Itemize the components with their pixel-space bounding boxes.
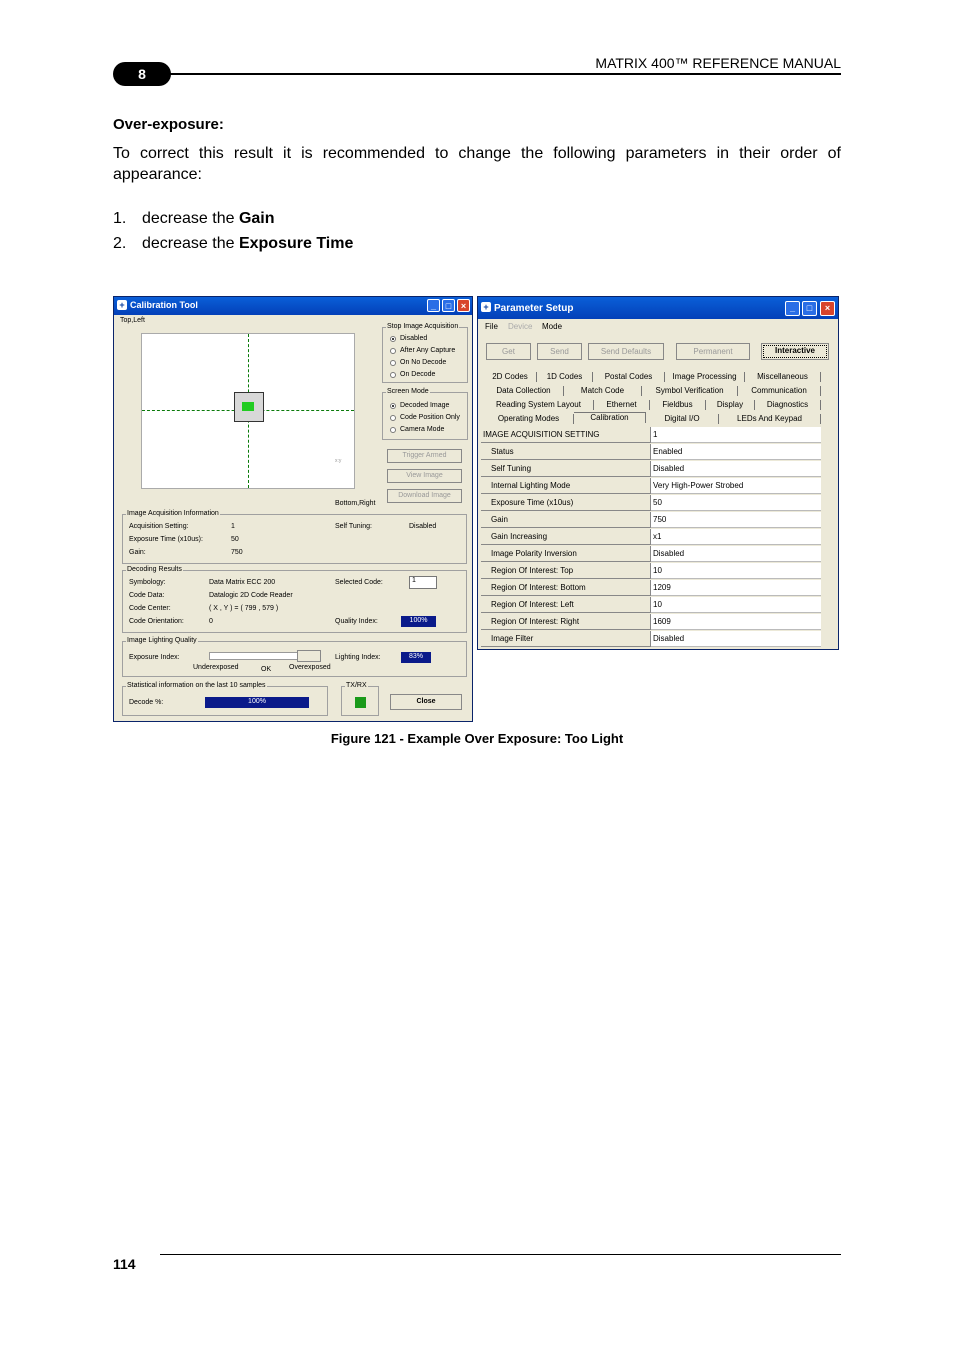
- step-param: Gain: [238, 210, 275, 227]
- table-row[interactable]: [481, 580, 821, 596]
- close-button[interactable]: Close: [390, 694, 462, 710]
- table-row[interactable]: [481, 461, 821, 477]
- lighting-index-label: Lighting Index:: [335, 654, 381, 661]
- tab-1d-codes[interactable]: 1D Codes: [537, 372, 593, 382]
- param-name: Internal Lighting Mode: [481, 478, 651, 494]
- param-value[interactable]: 1209: [651, 580, 821, 596]
- selected-code-spinner[interactable]: [409, 576, 437, 589]
- option-label: Code Position Only: [400, 414, 460, 421]
- self-tuning-label: Self Tuning:: [335, 523, 372, 530]
- send-defaults-button[interactable]: Send Defaults: [588, 343, 664, 360]
- parameter-setup-window: [477, 296, 839, 650]
- tab-fieldbus[interactable]: Fieldbus: [650, 400, 706, 410]
- menu-file[interactable]: File: [485, 322, 498, 331]
- self-tuning-value: Disabled: [409, 523, 437, 530]
- exposure-value: 50: [231, 536, 239, 543]
- overexposed-label: Overexposed: [289, 664, 331, 671]
- close-icon[interactable]: ×: [820, 301, 835, 316]
- stop-acquisition-group: [382, 323, 468, 383]
- option-label: Camera Mode: [400, 426, 445, 433]
- parameter-titlebar: [478, 297, 838, 319]
- exposure-index-thumb[interactable]: [297, 650, 321, 662]
- tab-data-collection[interactable]: Data Collection: [484, 386, 564, 396]
- code-data-label: Code Data:: [129, 592, 165, 599]
- exposure-label: Exposure Time (x10us):: [129, 536, 203, 543]
- top-left-label: Top,Left: [120, 317, 145, 324]
- radio-disabled[interactable]: [390, 336, 396, 342]
- param-name: Region Of Interest: Left: [481, 597, 651, 613]
- code-center-value: ( X , Y ) = ( 799 , 579 ): [209, 605, 279, 612]
- ok-label: OK: [261, 666, 272, 673]
- param-value[interactable]: Disabled: [651, 546, 821, 562]
- tab-leds-keypad[interactable]: LEDs And Keypad: [719, 414, 821, 424]
- tab-communication[interactable]: Communication: [738, 386, 821, 396]
- symbology-value: Data Matrix ECC 200: [209, 579, 276, 586]
- tab-reading-system-layout[interactable]: Reading System Layout: [484, 400, 594, 410]
- calibration-tool-window: [113, 296, 473, 722]
- intro-paragraph: To correct this result it is recommended to change the following parameters in their order of appearance:: [113, 145, 841, 183]
- param-value[interactable]: 1609: [651, 614, 821, 630]
- app-icon: +: [117, 300, 127, 310]
- param-value[interactable]: 10: [651, 597, 821, 613]
- parameter-grid: [478, 427, 838, 647]
- tab-miscellaneous[interactable]: Miscellaneous: [745, 372, 821, 382]
- page-number: 114: [113, 1256, 136, 1272]
- table-row[interactable]: [481, 529, 821, 545]
- param-name: Exposure Time (x10us): [481, 495, 651, 511]
- option-label: Decoded Image: [400, 402, 450, 409]
- code-highlight: [242, 402, 254, 411]
- maximize-icon[interactable]: □: [802, 301, 817, 316]
- tab-image-processing[interactable]: Image Processing: [665, 372, 745, 382]
- group-label: Image Lighting Quality: [127, 637, 197, 644]
- radio-camera-mode[interactable]: [390, 427, 396, 433]
- footer-rule: [160, 1254, 841, 1255]
- param-name: Region Of Interest: Right: [481, 614, 651, 630]
- table-row[interactable]: [481, 427, 821, 443]
- tab-postal-codes[interactable]: Postal Codes: [593, 372, 665, 382]
- menu-mode[interactable]: Mode: [542, 322, 563, 331]
- tab-2d-codes[interactable]: 2D Codes: [484, 372, 537, 382]
- code-marker: [234, 392, 264, 422]
- table-row[interactable]: [481, 478, 821, 494]
- tab-diagnostics[interactable]: Diagnostics: [755, 400, 821, 410]
- screen-mode-group: [382, 388, 468, 440]
- get-button[interactable]: Get: [486, 343, 531, 360]
- tab-operating-modes[interactable]: Operating Modes: [484, 414, 574, 424]
- param-name: Image Polarity Inversion: [481, 546, 651, 562]
- table-row[interactable]: [481, 631, 821, 647]
- tab-digital-io[interactable]: Digital I/O: [646, 414, 719, 424]
- table-row[interactable]: [481, 614, 821, 630]
- step-param: Exposure Time: [238, 235, 354, 252]
- acq-setting-value: 1: [231, 523, 235, 530]
- code-orientation-label: Code Orientation:: [129, 618, 184, 625]
- app-icon: +: [481, 302, 491, 312]
- gain-label: Gain:: [129, 549, 146, 556]
- param-value[interactable]: 750: [651, 512, 821, 528]
- param-name: Image Filter: [481, 631, 651, 647]
- minimize-icon[interactable]: _: [427, 299, 440, 312]
- image-view[interactable]: [141, 333, 355, 489]
- close-icon[interactable]: ×: [457, 299, 470, 312]
- table-row[interactable]: [481, 512, 821, 528]
- param-value[interactable]: Very High-Power Strobed: [651, 478, 821, 494]
- lighting-index-bar: 83%: [401, 652, 431, 663]
- minimize-icon[interactable]: _: [785, 301, 800, 316]
- scale-mark: x:y: [335, 458, 342, 464]
- option-label: On Decode: [400, 371, 436, 378]
- param-value[interactable]: 1: [651, 427, 821, 443]
- group-label: Image Acquisition Information: [127, 510, 219, 517]
- interactive-button[interactable]: Interactive: [761, 343, 829, 360]
- radio-no-decode[interactable]: [390, 360, 396, 366]
- param-value[interactable]: 10: [651, 563, 821, 579]
- param-name: IMAGE ACQUISITION SETTING: [481, 427, 651, 443]
- option-label: On No Decode: [400, 359, 447, 366]
- group-label: TX/RX: [346, 682, 367, 689]
- tab-display[interactable]: Display: [706, 400, 755, 410]
- decode-percent-label: Decode %:: [129, 699, 164, 706]
- tab-match-code[interactable]: Match Code: [564, 386, 642, 396]
- group-label: Statistical information on the last 10 samples: [127, 682, 266, 689]
- lighting-quality-group: [122, 637, 467, 677]
- code-data-value: Datalogic 2D Code Reader: [209, 592, 293, 599]
- option-label: After Any Capture: [400, 347, 456, 354]
- table-row[interactable]: [481, 563, 821, 579]
- menu-device[interactable]: Device: [508, 322, 533, 331]
- group-label: Screen Mode: [387, 388, 429, 395]
- txrx-indicator: [355, 697, 366, 708]
- send-button[interactable]: Send: [537, 343, 582, 360]
- radio-after-capture[interactable]: [390, 348, 396, 354]
- step-1: [113, 210, 275, 228]
- decode-percent-bar: 100%: [205, 697, 309, 708]
- quality-index-label: Quality Index:: [335, 618, 378, 625]
- section-heading: Over-exposure:: [113, 116, 224, 133]
- param-value[interactable]: x1: [651, 529, 821, 545]
- trigger-armed-button[interactable]: Trigger Armed: [387, 449, 462, 463]
- radio-on-decode[interactable]: [390, 372, 396, 378]
- gain-value: 750: [231, 549, 243, 556]
- chapter-badge: 8: [113, 62, 171, 86]
- underexposed-label: Underexposed: [193, 664, 239, 671]
- window-title: Calibration Tool: [130, 300, 198, 310]
- table-row[interactable]: [481, 597, 821, 613]
- group-label: Decoding Results: [127, 566, 182, 573]
- tab-ethernet[interactable]: Ethernet: [594, 400, 650, 410]
- group-label: Stop Image Acquisition: [387, 323, 459, 330]
- statistics-group: [122, 682, 328, 716]
- spinner-value: 1: [412, 577, 416, 584]
- table-row[interactable]: [481, 444, 821, 460]
- bottom-right-label: Bottom,Right: [335, 500, 376, 507]
- option-label: Disabled: [400, 335, 428, 342]
- code-orientation-value: 0: [209, 618, 213, 625]
- radio-decoded-image[interactable]: [390, 403, 396, 409]
- param-value[interactable]: Disabled: [651, 631, 821, 647]
- decoding-results-group: [122, 566, 467, 633]
- manual-title: MATRIX 400™ REFERENCE MANUAL: [595, 55, 841, 71]
- step-text: decrease the: [142, 235, 239, 252]
- param-value[interactable]: Disabled: [651, 461, 821, 477]
- figure-caption: Figure 121 - Example Over Exposure: Too Light: [330, 731, 624, 746]
- permanent-button[interactable]: Permanent: [676, 343, 750, 360]
- view-image-button[interactable]: View Image: [387, 469, 462, 483]
- radio-code-position[interactable]: [390, 415, 396, 421]
- calibration-titlebar: [114, 297, 472, 315]
- window-title: Parameter Setup: [494, 303, 574, 314]
- symbology-label: Symbology:: [129, 579, 166, 586]
- download-image-button[interactable]: Download Image: [387, 489, 462, 503]
- step-number: 2.: [113, 235, 127, 252]
- param-name: Region Of Interest: Top: [481, 563, 651, 579]
- acq-setting-label: Acquisition Setting:: [129, 523, 189, 530]
- table-row[interactable]: [481, 495, 821, 511]
- step-text: decrease the: [142, 210, 239, 227]
- quality-index-bar: 100%: [401, 616, 436, 627]
- param-name: Gain: [481, 512, 651, 528]
- step-number: 1.: [113, 210, 127, 227]
- tab-calibration[interactable]: Calibration: [574, 412, 646, 423]
- maximize-icon[interactable]: □: [442, 299, 455, 312]
- tab-symbol-verification[interactable]: Symbol Verification: [642, 386, 738, 396]
- param-value[interactable]: Enabled: [651, 444, 821, 460]
- param-value[interactable]: 50: [651, 495, 821, 511]
- param-name: Status: [481, 444, 651, 460]
- acquisition-info-group: [122, 510, 467, 564]
- step-2: [113, 235, 353, 253]
- selected-code-label: Selected Code:: [335, 579, 383, 586]
- exposure-index-label: Exposure Index:: [129, 654, 180, 661]
- param-name: Gain Increasing: [481, 529, 651, 545]
- table-row[interactable]: [481, 546, 821, 562]
- txrx-group: [341, 682, 379, 716]
- param-name: Region Of Interest: Bottom: [481, 580, 651, 596]
- header-rule: [160, 73, 841, 75]
- code-center-label: Code Center:: [129, 605, 171, 612]
- param-name: Self Tuning: [481, 461, 651, 477]
